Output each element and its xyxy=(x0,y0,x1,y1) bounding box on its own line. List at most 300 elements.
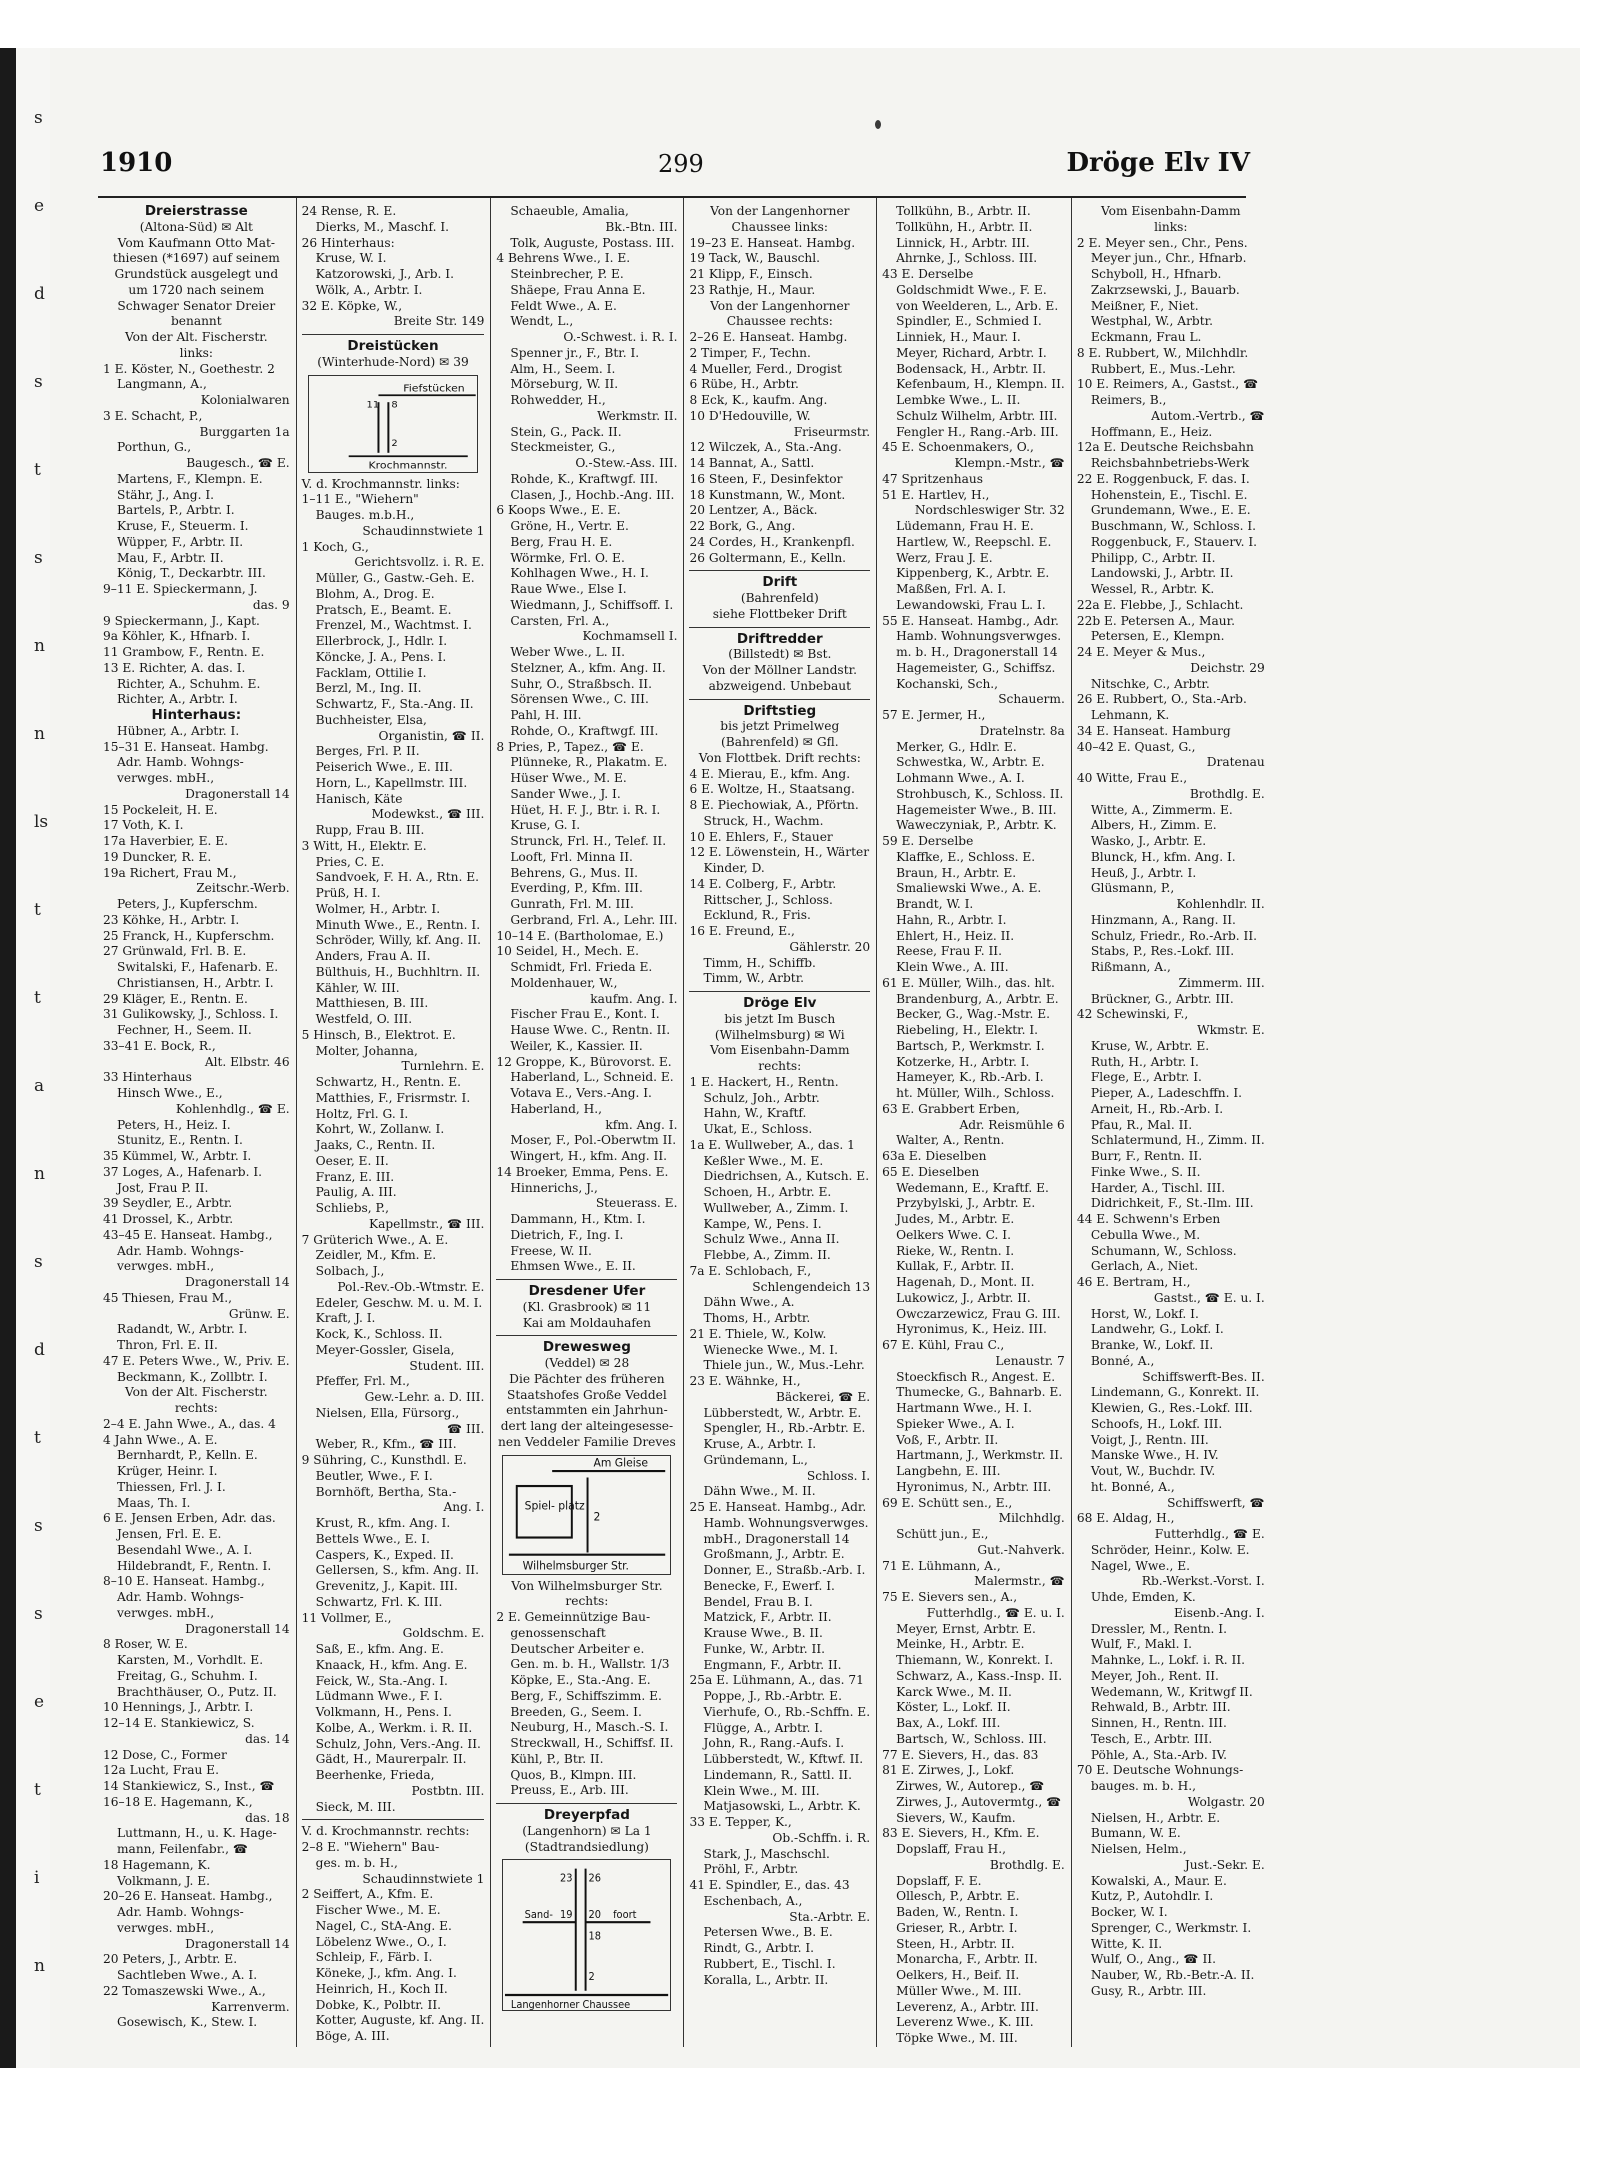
directory-entry: Brandenburg, A., Arbtr. E. xyxy=(896,991,1059,1006)
directory-entry: 14 Broeker, Emma, Pens. E. xyxy=(496,1164,669,1179)
directory-entry: Bartsch, W., Schloss. III. xyxy=(896,1731,1047,1746)
directory-entry: Karck Wwe., M. II. xyxy=(896,1684,1012,1699)
directory-entry: Dähn Wwe., A. xyxy=(703,1295,795,1310)
directory-entry: 17 Voth, K. I. xyxy=(103,818,184,833)
directory-entry: Lübberstedt, W., Arbtr. E. xyxy=(703,1405,862,1420)
directory-entry: 27 Grünwald, Frl. B. E. xyxy=(103,944,247,959)
edge-fragment-text: t xyxy=(34,1780,41,1800)
directory-entry: 47 Spritzenhaus xyxy=(882,471,983,486)
directory-entry: Adr. Hamb. Wohngs- xyxy=(117,1243,244,1258)
edge-fragment-text: s xyxy=(34,1604,43,1624)
directory-entry: bis jetzt Im Busch xyxy=(724,1011,836,1026)
directory-entry: 40–42 E. Quast, G., xyxy=(1076,739,1196,754)
directory-entry: 63a E. Dieselben xyxy=(882,1149,987,1163)
directory-entry: Sieck, M. III. xyxy=(315,1799,396,1814)
directory-entry: Köneke, J., kfm. Ang. I. xyxy=(315,1966,457,1980)
directory-entry: Looft, Frl. Minna II. xyxy=(510,849,633,864)
directory-entry: Matthies, F., Frisrmstr. I. xyxy=(315,1090,471,1105)
directory-entry: Riebeling, H., Elektr. I. xyxy=(896,1023,1039,1037)
directory-entry: Nielsen, Ella, Fürsorg., xyxy=(315,1405,460,1420)
directory-entry: Linniek, H., Maur. I. xyxy=(896,330,1021,344)
directory-entry: Turnlehrn. E. xyxy=(401,1059,485,1074)
directory-entry: Stähr, J., Ang. I. xyxy=(117,487,215,502)
directory-entry: Hamb. Wohnungsverwges. xyxy=(896,629,1062,644)
edge-fragment-text: ls xyxy=(34,812,49,832)
directory-entry: Haberland, L., Schneid. E. xyxy=(510,1070,674,1085)
directory-entry: 12 Dose, C., Former xyxy=(103,1747,227,1762)
directory-entry: 3 E. Schacht, P., xyxy=(103,408,203,423)
street-heading: Driftstieg xyxy=(743,702,817,719)
directory-entry: Dopslaff, F. E. xyxy=(896,1873,982,1888)
directory-entry: 63 E. Grabbert Erben, xyxy=(882,1101,1020,1116)
directory-entry: 10 E. Ehlers, F., Stauer xyxy=(689,829,833,844)
directory-entry: nen Veddeler Familie Dreves xyxy=(498,1434,676,1449)
directory-entry: Schütt jun., E., xyxy=(896,1527,989,1541)
directory-entry: 57 E. Jermer, H., xyxy=(882,708,986,722)
directory-entry: Von der Möllner Landstr. xyxy=(702,663,857,677)
directory-entry: Wolgastr. 20 xyxy=(1187,1794,1265,1809)
directory-entry: 19 Duncker, R. E. xyxy=(103,849,212,864)
directory-entry: Alm, H., Seem. I. xyxy=(510,361,616,376)
directory-entry: Grevenitz, J., Kapit. III. xyxy=(315,1579,458,1593)
directory-entry: Everding, P., Kfm. III. xyxy=(510,881,643,896)
directory-entry: links: xyxy=(1154,219,1188,234)
directory-entry: 22a E. Flebbe, J., Schlacht. xyxy=(1076,597,1244,612)
directory-entry: 2 Seiffert, A., Kfm. E. xyxy=(301,1887,434,1902)
directory-entry: Prüß, H. I. xyxy=(315,886,381,900)
directory-entry: 42 Schewinski, F., xyxy=(1076,1007,1189,1022)
directory-entry: Smaliewski Wwe., A. E. xyxy=(896,881,1042,896)
directory-entry: Hüser Wwe., M. E. xyxy=(510,771,627,785)
directory-entry: 5 Hinsch, B., Elektrot. E. xyxy=(301,1027,456,1042)
directory-entry: Rubbert, E., Tischl. I. xyxy=(703,1956,836,1971)
directory-entry: Kraft, J. I. xyxy=(315,1311,376,1326)
street-heading: Dreierstrasse xyxy=(144,203,248,219)
directory-entry: rechts: xyxy=(758,1059,802,1073)
directory-entry: 2–8 E. "Wiehern" Bau- xyxy=(301,1840,440,1854)
directory-entry: Eisenb.-Ang. I. xyxy=(1173,1605,1265,1620)
directory-entry: Grieser, R., Arbtr. I. xyxy=(896,1920,1018,1935)
directory-entry: Breite Str. 149 xyxy=(393,314,485,329)
directory-entry: Bernhardt, P., Kelln. E. xyxy=(117,1448,258,1463)
directory-entry: Glüsmann, P., xyxy=(1090,881,1175,896)
directory-entry: Gädt, H., Maurerpalr. II. xyxy=(315,1752,467,1767)
section-divider xyxy=(496,1279,677,1280)
directory-entry: 10 Hennings, J., Arbtr. I. xyxy=(103,1700,254,1715)
directory-entry: 11 Grambow, F., Rentn. E. xyxy=(103,645,265,659)
edge-fragment-text: d xyxy=(34,284,45,304)
directory-entry: Uhde, Emden, K. xyxy=(1090,1590,1196,1604)
directory-entry: Buchheister, Elsa, xyxy=(315,712,427,727)
directory-entry: Wienecke Wwe., M. I. xyxy=(703,1342,838,1357)
directory-entry: Vout, W., Buchdr. IV. xyxy=(1090,1464,1216,1478)
directory-entry: Weiler, K., Kassier. II. xyxy=(510,1038,643,1053)
directory-entry: Reichsbahnbetriebs-Werk xyxy=(1090,456,1250,470)
house-number-label: 19 xyxy=(560,1908,573,1922)
directory-entry: Hamb. Wohnungsverwges. xyxy=(703,1515,869,1530)
directory-entry: Müller, G., Gastw.-Geh. E. xyxy=(315,571,475,585)
directory-entry: Martens, F., Klempn. E. xyxy=(117,471,263,486)
directory-entry: Ellerbrock, J., Hdlr. I. xyxy=(315,634,448,648)
directory-entry: 25 E. Hanseat. Hambg., Adr. xyxy=(689,1500,867,1514)
directory-entry: 18 Hagemann, K. xyxy=(103,1857,211,1872)
directory-entry: Hübner, A., Arbtr. I. xyxy=(117,723,240,738)
directory-entry: V. d. Krochmannstr. links: xyxy=(301,476,460,491)
directory-entry: Meyer, Richard, Arbtr. I. xyxy=(896,345,1047,360)
directory-entry: Nitschke, C., Arbtr. xyxy=(1090,676,1210,691)
edge-fragment-text: t xyxy=(34,988,41,1008)
directory-entry: Schoen, H., Arbtr. E. xyxy=(703,1185,832,1199)
directory-entry: Nielsen, Helm., xyxy=(1090,1842,1187,1856)
drewesweg-street-map xyxy=(502,1455,671,1575)
directory-entry: Heinrich, H., Koch II. xyxy=(315,1981,448,1996)
directory-entry: Nauber, W., Rb.-Betr.-A. II. xyxy=(1090,1968,1255,1982)
directory-entry: Matthiesen, B. III. xyxy=(315,996,429,1011)
directory-entry: Kinder, D. xyxy=(703,861,765,875)
directory-entry: 20 Peters, J., Arbtr. E. xyxy=(103,1952,238,1967)
directory-entry: 37 Loges, A., Hafenarb. I. xyxy=(103,1164,263,1179)
directory-entry: 71 E. Lühmann, A., xyxy=(882,1558,1001,1573)
directory-entry: Diedrichsen, A., Kutsch. E. xyxy=(703,1169,870,1184)
directory-entry: Hahn, W., Kraftf. xyxy=(703,1106,807,1121)
page-header xyxy=(90,148,1250,182)
directory-entry: Reimers, B., xyxy=(1090,393,1167,407)
directory-entry: 11 Vollmer, E., xyxy=(301,1610,392,1625)
directory-entry: Baugesch., ☎ E. xyxy=(186,456,290,470)
directory-entry: Gerichtsvollz. i. R. E. xyxy=(354,555,485,570)
directory-entry: Petersen, E., Klempn. xyxy=(1090,629,1225,644)
directory-entry: bauges. m. b. H., xyxy=(1090,1779,1196,1793)
directory-entry: Franz, E. III. xyxy=(315,1169,395,1184)
area-label: Spiel- platz xyxy=(524,1498,586,1513)
directory-entry: abzweigend. Unbebaut xyxy=(708,678,851,693)
directory-entry: 14 E. Colberg, F., Arbtr. xyxy=(689,876,837,891)
directory-entry: 29 Kläger, E., Rentn. E. xyxy=(103,991,248,1006)
directory-entry: Schmidt, Frl. Frieda E. xyxy=(510,960,653,974)
directory-entry: (Veddel) ✉ 28 xyxy=(544,1356,630,1370)
directory-entry: m. b. H., Dragonerstall 14 xyxy=(896,645,1058,659)
directory-entry: Hinsch Wwe., E., xyxy=(117,1086,223,1100)
directory-entry: links: xyxy=(179,345,214,360)
directory-entry: Kolbe, A., Werkm. i. R. II. xyxy=(315,1720,473,1735)
directory-entry: 33 Hinterhaus xyxy=(103,1070,192,1085)
directory-entry: 2–26 E. Hanseat. Hambg. xyxy=(689,330,848,344)
directory-entry: Ehlert, H., Heiz. II. xyxy=(896,928,1015,943)
directory-entry: Volkmann, H., Pens. I. xyxy=(315,1705,452,1719)
directory-entry: Ehmsen Wwe., E. II. xyxy=(510,1259,636,1274)
directory-entry: Eckmann, Frau L. xyxy=(1090,330,1202,344)
directory-entry: Oelkers, H., Beif. II. xyxy=(896,1968,1020,1982)
directory-entry: Wüpper, F., Arbtr. II. xyxy=(117,534,244,549)
edge-fragment-text: n xyxy=(34,1956,45,1976)
directory-entry: Staatshofes Große Veddel xyxy=(507,1387,667,1402)
directory-entry: Von der Langenhorner xyxy=(710,298,850,313)
directory-entry: 23 Köhke, H., Arbtr. I. xyxy=(103,912,240,927)
directory-entry: Dammann, H., Ktm. I. xyxy=(510,1212,646,1226)
street-heading: Dröge Elv xyxy=(743,995,817,1011)
directory-entry: 70 E. Deutsche Wohnungs- xyxy=(1076,1763,1244,1778)
directory-entry: Zakrzsewski, J., Bauarb. xyxy=(1090,282,1240,297)
directory-entry: 21 Klipp, F., Einsch. xyxy=(689,267,813,281)
directory-entry: Krüger, Heinr. I. xyxy=(117,1464,218,1478)
directory-entry: Friseurmstr. xyxy=(793,424,871,439)
directory-entry: Becker, G., Wag.-Mstr. E. xyxy=(896,1007,1051,1022)
directory-entry: Spenner jr., F., Btr. I. xyxy=(510,345,640,360)
directory-entry: kfm. Ang. I. xyxy=(605,1117,678,1132)
page-number: 299 xyxy=(658,150,704,178)
edge-fragment-text: d xyxy=(34,1340,45,1360)
directory-entry: Schumann, W., Schloss. xyxy=(1090,1243,1237,1258)
directory-entry: Porthun, G., xyxy=(117,440,192,455)
directory-entry: Langbehn, E. III. xyxy=(896,1464,1001,1478)
directory-entry: Hoffmann, E., Heiz. xyxy=(1090,424,1213,439)
edge-fragment-text: n xyxy=(34,724,45,744)
edge-fragment-text: s xyxy=(34,1516,43,1536)
directory-entry: Bodensack, H., Arbtr. II. xyxy=(896,361,1047,376)
directory-entry: 43–45 E. Hanseat. Hambg., xyxy=(103,1227,273,1242)
directory-entry: Schauerm. xyxy=(998,692,1065,707)
directory-entry: Strohbusch, K., Schloss. II. xyxy=(896,786,1064,801)
directory-entry: Hagemeister Wwe., B. III. xyxy=(896,802,1057,817)
edge-fragment-text: a xyxy=(34,1076,45,1096)
directory-entry: 19 Tack, W., Bauschl. xyxy=(689,251,821,266)
directory-entry: Eschenbach, A., xyxy=(703,1893,803,1908)
directory-entry: Schulz Wilhelm, Arbtr. III. xyxy=(896,408,1058,423)
directory-entry: Frenzel, M., Wachtmst. I. xyxy=(315,618,472,633)
directory-entry: 20–26 E. Hanseat. Hambg., xyxy=(103,1889,273,1904)
directory-entry: Pahl, H. III. xyxy=(510,708,582,722)
directory-entry: Caspers, K., Exped. II. xyxy=(315,1547,454,1562)
directory-entry: Die Pächter des früheren xyxy=(509,1371,665,1386)
directory-entry: Dietrich, F., Ing. I. xyxy=(510,1227,624,1242)
directory-entry: Meyer, Joh., Rent. II. xyxy=(1090,1668,1219,1683)
directory-entry: Richter, A., Schuhm. E. xyxy=(117,676,261,691)
directory-entry: Pratsch, E., Beamt. E. xyxy=(315,602,452,617)
directory-entry: Nielsen, H., Arbtr. E. xyxy=(1090,1810,1221,1825)
directory-entry: Breeden, G., Seem. I. xyxy=(510,1704,642,1719)
directory-column-2 xyxy=(297,198,492,2047)
directory-entry: 12a Lucht, Frau E. xyxy=(103,1763,219,1778)
street-heading: Drewesweg xyxy=(542,1339,631,1356)
directory-entry: Hohenstein, E., Tischl. E. xyxy=(1090,487,1248,502)
directory-entry: 8 Eck, K., kaufm. Ang. xyxy=(689,393,828,407)
directory-entry: Sörensen Wwe., C. III. xyxy=(510,692,649,707)
directory-entry: Spindler, E., Schmied I. xyxy=(896,314,1042,329)
directory-entry: Bonné, A., xyxy=(1090,1353,1155,1368)
directory-entry: Schulz, Joh., Arbtr. xyxy=(703,1090,820,1105)
directory-entry: Harder, A., Tischl. III. xyxy=(1090,1180,1226,1195)
directory-entry: Löbelenz Wwe., O., I. xyxy=(315,1934,447,1949)
directory-entry: 51 E. Hartlev, H., xyxy=(882,487,990,502)
directory-entry: 6 Rübe, H., Arbtr. xyxy=(689,377,799,392)
directory-entry: Schyboll, H., Hfnarb. xyxy=(1090,267,1222,281)
directory-entry: Wingert, H., kfm. Ang. II. xyxy=(510,1149,668,1163)
directory-entry: Deichstr. 29 xyxy=(1190,660,1265,675)
directory-entry: Schwarz, A., Kass.-Insp. II. xyxy=(896,1668,1063,1683)
directory-entry: Schaeuble, Amalia, xyxy=(510,204,629,218)
directory-entry: bis jetzt Primelweg xyxy=(720,719,840,734)
section-divider xyxy=(689,570,870,571)
directory-entry: Quos, B., Klmpn. III. xyxy=(510,1767,637,1782)
directory-entry: Oeser, E. II. xyxy=(315,1153,389,1168)
directory-column-4 xyxy=(684,198,877,2047)
directory-entry: Kippenberg, K., Arbtr. E. xyxy=(896,566,1050,581)
edge-fragment-text: n xyxy=(34,636,45,656)
directory-entry: Horst, W., Lokf. I. xyxy=(1090,1306,1199,1321)
directory-entry: Timm, H., Schiffb. xyxy=(703,955,816,970)
directory-entry: Sander Wwe., J. I. xyxy=(510,786,621,801)
directory-entry: verwges. mbH., xyxy=(117,771,215,785)
directory-entry: Langmann, A., xyxy=(117,377,207,392)
directory-entry: Roggenbuck, F., Stauerv. I. xyxy=(1090,534,1258,549)
directory-entry: Spengler, H., Rb.-Arbtr. E. xyxy=(703,1421,866,1436)
directory-entry: 44 E. Schwenn's Erben xyxy=(1076,1212,1221,1226)
directory-entry: Zeidler, M., Kfm. E. xyxy=(315,1248,437,1263)
directory-entry: Gastst., ☎ E. u. I. xyxy=(1153,1290,1265,1305)
directory-entry: (Bahrenfeld) ✉ Gfl. xyxy=(720,735,839,749)
directory-entry: Kolonialwaren xyxy=(200,393,290,407)
directory-entry: genossenschaft xyxy=(510,1625,606,1640)
directory-entry: 55 E. Hanseat. Hambg., Adr. xyxy=(882,613,1059,628)
directory-entry: Saß, E., kfm. Ang. E. xyxy=(315,1642,444,1656)
directory-entry: Engmann, F., Arbtr. II. xyxy=(703,1657,842,1672)
directory-column-6 xyxy=(1072,198,1271,2047)
directory-entry: 8 Pries, P., Tapez., ☎ E. xyxy=(496,739,644,754)
directory-entry: Rehwald, B., Arbtr. III. xyxy=(1090,1700,1231,1715)
directory-entry: Freese, W. II. xyxy=(510,1243,592,1258)
directory-entry: Kohlenhdlg., ☎ E. xyxy=(175,1101,290,1116)
directory-entry: Vierhufe, O., Rb.-Schffn. E. xyxy=(703,1704,871,1719)
directory-entry: 12 Groppe, K., Bürovorst. E. xyxy=(496,1054,672,1069)
directory-entry: 47 E. Peters Wwe., W., Priv. E. xyxy=(103,1353,290,1368)
house-number-label: 11 xyxy=(366,399,379,410)
directory-entry: Schwestka, W., Arbtr. E. xyxy=(896,755,1045,770)
directory-entry: Lewandowski, Frau L. I. xyxy=(896,597,1046,612)
directory-entry: Brothdlg. E. xyxy=(989,1857,1065,1872)
section-divider xyxy=(302,1819,485,1820)
directory-entry: 8–10 E. Hanseat. Hambg., xyxy=(103,1574,265,1589)
directory-entry: Blohm, A., Drog. E. xyxy=(315,586,435,601)
directory-entry: Hyronimus, N., Arbtr. III. xyxy=(896,1479,1052,1494)
directory-entry: Witte, K. II. xyxy=(1090,1936,1163,1951)
edge-fragment-text: t xyxy=(34,1428,41,1448)
directory-entry: Thiemann, W., Konrekt. I. xyxy=(896,1653,1054,1667)
edge-fragment-text: s xyxy=(34,548,43,568)
previous-page-edge xyxy=(16,48,50,2068)
directory-entry: 26 Goltermann, E., Kelln. xyxy=(689,550,847,565)
directory-entry: Bax, A., Lokf. III. xyxy=(896,1716,1001,1730)
directory-entry: (Winterhude-Nord) ✉ 39 xyxy=(317,354,469,369)
directory-entry: 1a E. Wullweber, A., das. 1 xyxy=(689,1137,855,1152)
directory-entry: Werkmstr. II. xyxy=(597,408,678,423)
directory-entry: 15–31 E. Hanseat. Hambg. xyxy=(103,739,269,754)
directory-entry: Philipp, C., Arbtr. II. xyxy=(1090,550,1216,565)
directory-entry: Von der Langenhorner xyxy=(710,204,850,218)
directory-entry: Stein, G., Pack. II. xyxy=(510,424,622,439)
directory-entry: Von der Alt. Fischerstr. xyxy=(125,330,268,344)
directory-entry: Volkmann, J. E. xyxy=(117,1873,211,1888)
directory-entry: (Kl. Grasbrook) ✉ 11 xyxy=(522,1299,652,1314)
directory-entry: Bülthuis, H., Buchhltrn. II. xyxy=(315,964,481,979)
directory-entry: 67 E. Kühl, Frau C., xyxy=(882,1338,1005,1352)
directory-entry: Zirwes, W., Autorep., ☎ xyxy=(896,1779,1045,1793)
directory-entry: Nordschleswiger Str. 32 xyxy=(914,503,1065,518)
directory-entry: Grünw. E. xyxy=(228,1306,290,1321)
directory-entry: (Bahrenfeld) xyxy=(740,591,819,605)
directory-entry: 10 Seidel, H., Mech. E. xyxy=(496,944,639,959)
edge-fragment-text: s xyxy=(34,372,43,392)
directory-entry: Schwartz, Frl. K. III. xyxy=(315,1594,443,1609)
directory-entry: Zirwes, J., Autovermtg., ☎ xyxy=(896,1794,1062,1809)
directory-entry: Beutler, Wwe., F. I. xyxy=(315,1468,433,1483)
directory-entry: Jensen, Frl. E. E. xyxy=(117,1527,222,1541)
directory-entry: Klempn.-Mstr., ☎ xyxy=(954,456,1065,470)
directory-entry: Ang. I. xyxy=(443,1500,485,1515)
directory-entry: 22 Tomaszewski Wwe., A., xyxy=(103,1983,266,1998)
directory-entry: Just.-Sekr. E. xyxy=(1184,1857,1265,1872)
directory-entry: Shäepe, Frau Anna E. xyxy=(510,282,646,297)
directory-entry: Lembke Wwe., L. II. xyxy=(896,393,1021,407)
directory-entry: 25 Franck, H., Kupferschm. xyxy=(103,928,275,943)
directory-entry: 3 Witt, H., Elektr. E. xyxy=(301,838,427,853)
directory-entry: Wedemann, E., Kraftf. E. xyxy=(896,1180,1049,1195)
directory-entry: Dopslaff, Frau H., xyxy=(896,1842,1007,1856)
directory-entry: 7a E. Schlobach, F., xyxy=(689,1263,812,1278)
directory-entry: Thiele jun., W., Mus.-Lehr. xyxy=(703,1358,865,1373)
directory-entry: Koralla, L., Arbtr. II. xyxy=(703,1972,829,1987)
directory-entry: Klaffke, E., Schloss. E. xyxy=(896,849,1036,864)
directory-entry: siehe Flottbeker Drift xyxy=(712,606,847,621)
directory-entry: Maßßen, Frl. A. I. xyxy=(896,582,1007,596)
directory-entry: von Weelderen, L., Arb. E. xyxy=(896,298,1059,313)
directory-entry: Hüet, H. F. J., Btr. i. R. I. xyxy=(510,802,661,817)
directory-entry: 41 E. Spindler, E., das. 43 xyxy=(689,1878,850,1892)
directory-entry: Landowski, J., Arbtr. II. xyxy=(1090,566,1234,581)
directory-entry: Mau, F., Arbtr. II. xyxy=(117,550,224,565)
directory-entry: 4 Behrens Wwe., I. E. xyxy=(496,251,631,266)
directory-entry: Bauges. m.b.H., xyxy=(315,508,415,522)
directory-entry: Rohde, K., Kraftwgf. III. xyxy=(510,471,659,486)
directory-entry: Neuburg, H., Masch.-S. I. xyxy=(510,1720,669,1735)
directory-entry: Kai am Moldauhafen xyxy=(522,1315,651,1330)
directory-entry: Steen, H., Arbtr. II. xyxy=(896,1936,1015,1951)
directory-entry: 2 E. Meyer sen., Chr., Pens. xyxy=(1076,235,1248,250)
street-label: foort xyxy=(613,1908,637,1922)
directory-entry: Mörseburg, W. II. xyxy=(510,377,619,392)
directory-entry: 1 E. Köster, N., Goethestr. 2 xyxy=(103,361,275,376)
directory-entry: Matzick, F., Arbtr. II. xyxy=(703,1610,832,1625)
directory-entry: Hinzmann, A., Rang. II. xyxy=(1090,912,1236,927)
directory-entry: Struck, H., Wachm. xyxy=(703,813,824,828)
edge-fragment-text: t xyxy=(34,900,41,920)
directory-entry: Flügge, A., Arbtr. I. xyxy=(703,1720,823,1735)
directory-entry: Paulig, A. III. xyxy=(315,1185,397,1200)
directory-entry: 24 Rense, R. E. xyxy=(301,204,397,218)
directory-entry: Dratelnstr. 8a xyxy=(979,723,1065,738)
house-number-label: 8 xyxy=(391,399,398,410)
directory-entry: Autom.-Vertrb., ☎ xyxy=(1151,408,1265,423)
section-divider xyxy=(302,334,485,335)
directory-entry: Sachtleben Wwe., A. I. xyxy=(117,1968,258,1982)
directory-entry: Deutscher Arbeiter e. xyxy=(510,1641,645,1656)
directory-entry: Großmann, J., Arbtr. E. xyxy=(703,1547,845,1562)
directory-entry: Votava E., Vers.-Ang. I. xyxy=(510,1086,652,1100)
directory-entry: Mahnke, L., Lokf. i. R. II. xyxy=(1090,1653,1246,1667)
directory-entry: benannt xyxy=(170,314,222,329)
directory-entry: Steuerass. E. xyxy=(595,1196,678,1211)
directory-entry: Burggarten 1a xyxy=(199,424,290,439)
directory-entry: Schulz Wwe., Anna II. xyxy=(703,1232,840,1247)
